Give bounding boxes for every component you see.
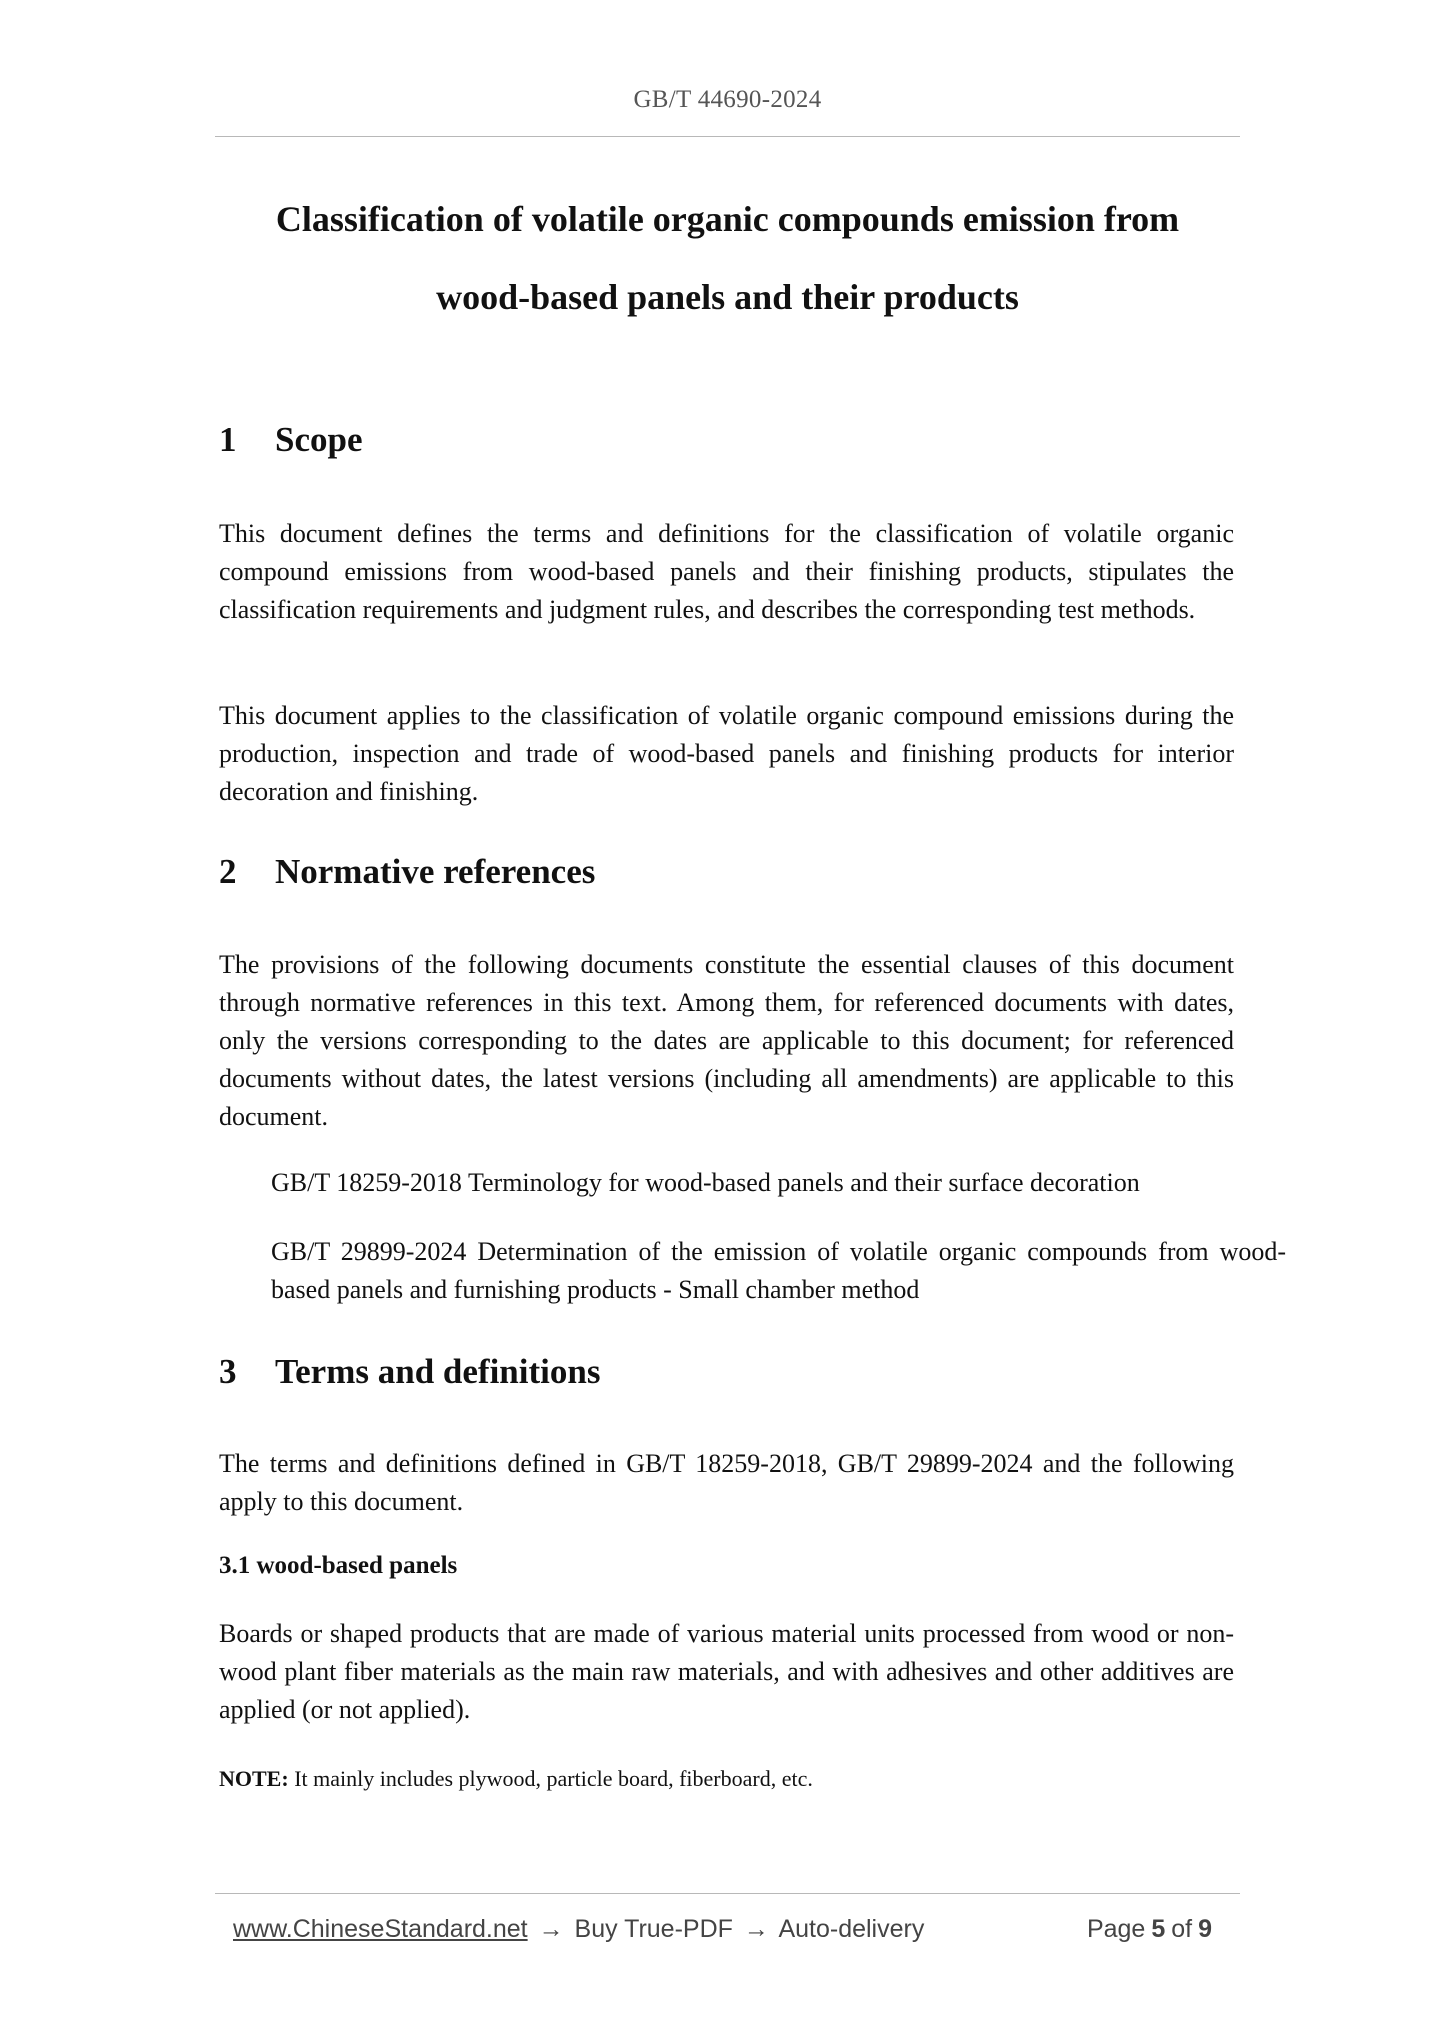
arrow-right-icon: → [743, 1915, 769, 1943]
of-word: of [1171, 1915, 1193, 1943]
section-heading-scope [219, 418, 1234, 462]
section-title: Terms and definitions [275, 1352, 601, 1391]
terms-intro: The terms and definitions defined in GB/T 18259-2018, GB/T 29899-2024 and the following apply to this document. [219, 1449, 1234, 1516]
scope-paragraph-1: This document defines the terms and definitions for the classification of volatile organic compound emissions from wood-based panels and their finishing products, stipulates the classification requirements and judgment rules, and describes the corresponding test methods. [219, 519, 1234, 624]
section-heading-terms-and-definitions [219, 1350, 1234, 1394]
header-divider [215, 136, 1240, 137]
document-title-line-1: Classification of volatile organic compounds emission from [275, 199, 1180, 239]
reference-item: GB/T 18259-2018 Terminology for wood-based panels and their surface decoration [271, 1168, 1140, 1197]
section-number: 2 [219, 852, 237, 891]
page-indicator [1087, 1915, 1218, 1944]
current-page-number: 5 [1151, 1915, 1166, 1943]
document-title-line-2: wood-based panels and their products [436, 277, 1019, 317]
normative-references-intro: The provisions of the following documents constitute the essential clauses of this document through normative references in this text. Among them, for referenced documents with dates, only the versions corresponding to the dates are applicable to this document; for referenced documents without dates, the latest versions (including all amendments) are applicable to this document. [219, 950, 1234, 1131]
section-title: Scope [275, 420, 363, 459]
scope-paragraph-2: This document applies to the classification of volatile organic compound emissions during the production, inspection and trade of wood-based panels and finishing products for interior decoration and finishing. [219, 701, 1234, 806]
document-title [215, 180, 1240, 336]
page-word: Page [1086, 1915, 1146, 1943]
buy-true-pdf-link: Buy True-PDF [574, 1915, 733, 1943]
term-definition-3-1: Boards or shaped products that are made of various material units processed from wood or non-wood plant fiber materials as the main raw materials, and with adhesives and other additives are applied (or not applied). [219, 1619, 1234, 1724]
footer-promo [233, 1915, 924, 1944]
note-label: NOTE: [219, 1766, 289, 1791]
section-title: Normative references [275, 852, 596, 891]
reference-item: GB/T 29899-2024 Determination of the emission of volatile organic compounds from wood-based panels and furnishing products - Small chamber method [271, 1237, 1286, 1304]
note-text: It mainly includes plywood, particle board, fiberboard, etc. [294, 1766, 813, 1791]
footer-divider [215, 1893, 1240, 1894]
running-header-doc-number: GB/T 44690-2024 [633, 86, 822, 113]
term-heading-3-1: 3.1 wood-based panels [219, 1552, 458, 1579]
page-footer [233, 1915, 1218, 1951]
section-heading-normative-references [219, 850, 1234, 894]
section-number: 3 [219, 1352, 237, 1391]
total-page-number: 9 [1198, 1915, 1212, 1943]
auto-delivery-text: Auto-delivery [778, 1915, 925, 1943]
site-link[interactable]: www.ChineseStandard.net [233, 1915, 528, 1943]
section-number: 1 [219, 420, 237, 459]
arrow-right-icon: → [538, 1915, 564, 1943]
term-note-3-1 [219, 1763, 1234, 1795]
